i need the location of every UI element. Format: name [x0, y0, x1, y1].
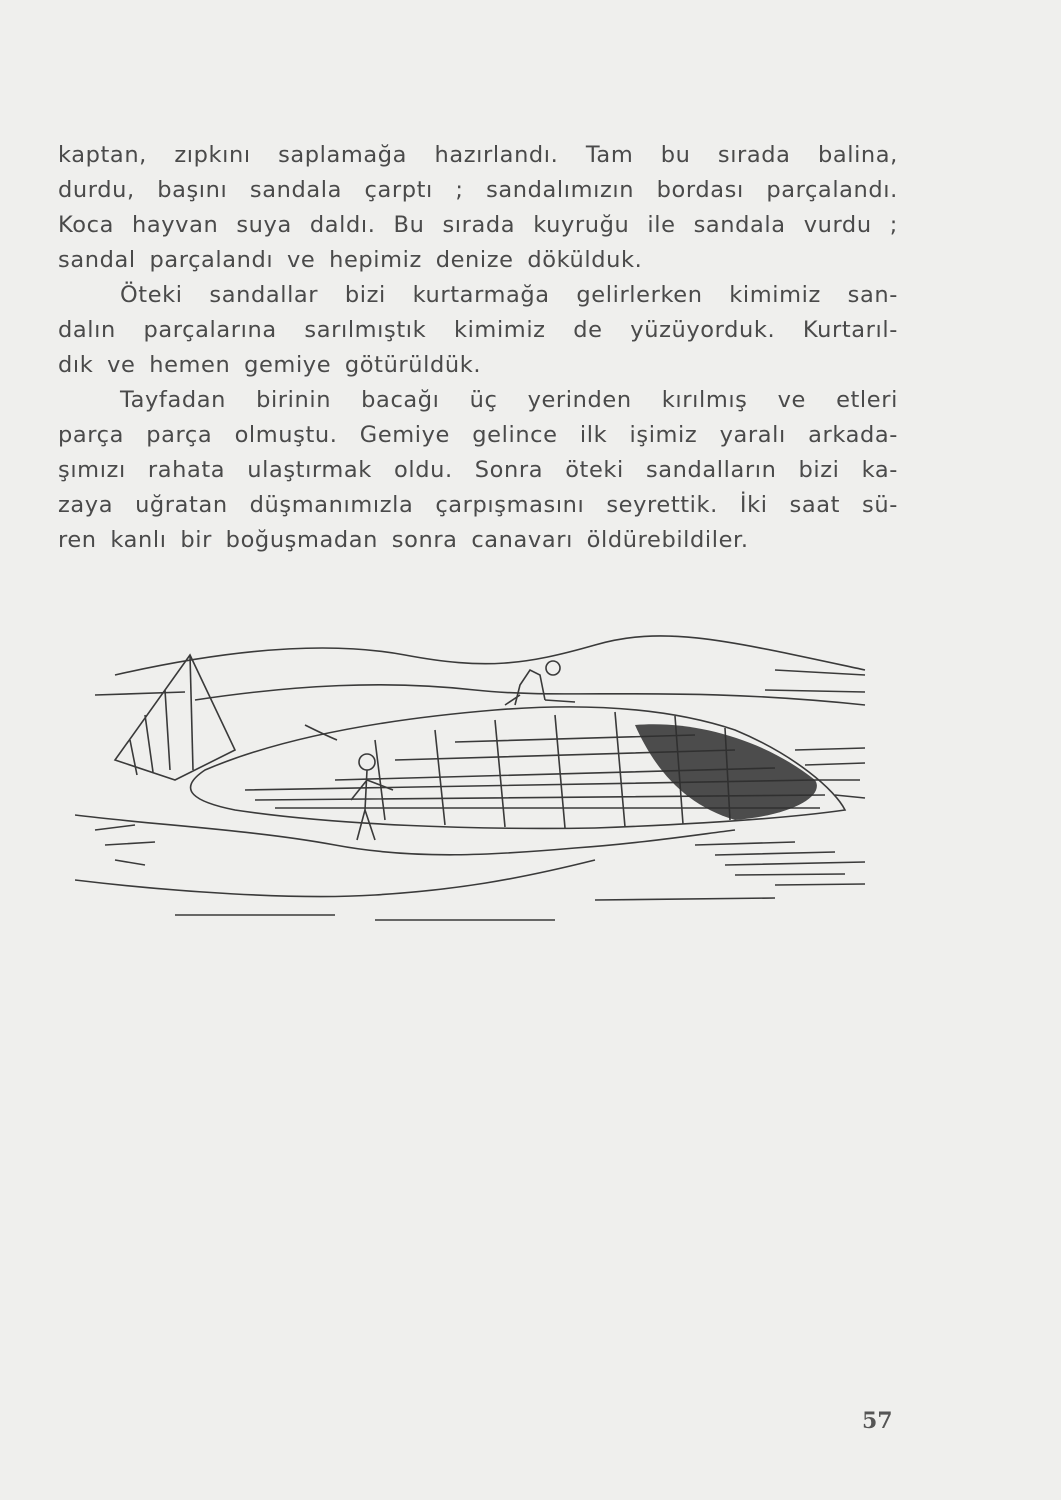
- text-line: dalın parçalarına sarılmıştık kimimiz de yüzüyorduk. Kurtarıl-: [58, 317, 898, 343]
- text-line: dık ve hemen gemiye götürüldük.: [58, 352, 482, 378]
- text-line: sandal parçalandı ve hepimiz denize dökülduk.: [58, 247, 643, 273]
- body-text: [58, 138, 898, 558]
- text-line: şımızı rahata ulaştırmak oldu. Sonra öteki sandalların bizi ka-: [58, 457, 898, 483]
- text-line: Öteki sandallar bizi kurtarmağa gelirlerken kimimiz san-: [120, 282, 898, 308]
- whale-illustration: [75, 630, 875, 930]
- text-line: zaya uğratan düşmanımızla çarpışmasını seyrettik. İki saat sü-: [58, 492, 898, 518]
- text-line: Tayfadan birinin bacağı üç yerinden kırılmış ve etleri: [120, 387, 898, 413]
- text-line: kaptan, zıpkını saplamağa hazırlandı. Tam bu sırada balina,: [58, 142, 898, 168]
- text-line: Koca hayvan suya daldı. Bu sırada kuyruğu ile sandala vurdu ;: [58, 212, 898, 238]
- text-line: ren kanlı bir boğuşmadan sonra canavarı öldürebildiler.: [58, 527, 749, 553]
- text-line: durdu, başını sandala çarptı ; sandalımızın bordası parçalandı.: [58, 177, 898, 203]
- page-number: 57: [862, 1408, 893, 1434]
- text-line: parça parça olmuştu. Gemiye gelince ilk işimiz yaralı arkada-: [58, 422, 898, 448]
